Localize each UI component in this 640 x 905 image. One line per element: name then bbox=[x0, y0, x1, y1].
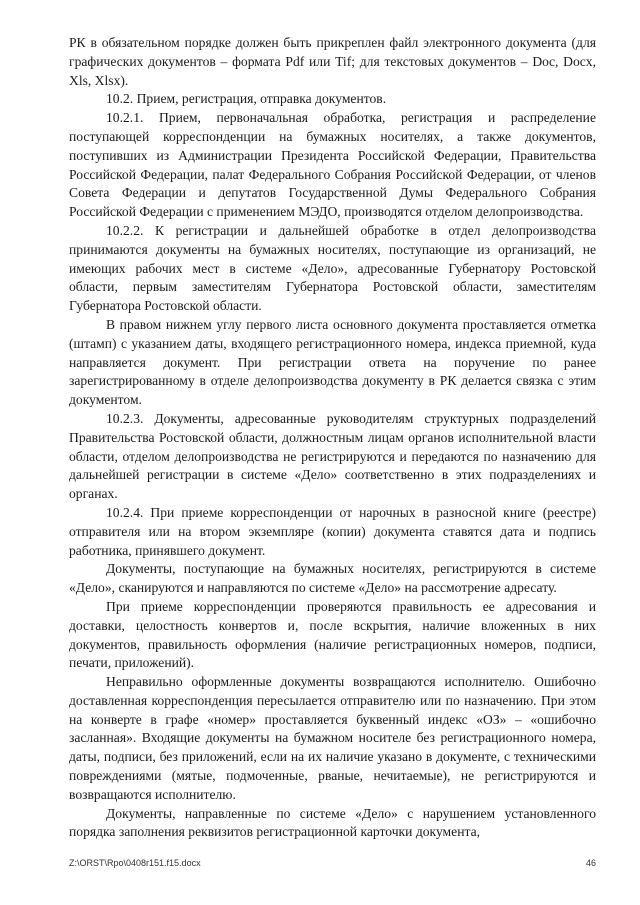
document-page bbox=[69, 34, 596, 842]
paragraph-10-2-1: 10.2.1. Прием, первоначальная обработка, регистрация и распределение поступающей корреспонденции на бумажных носителях, а также документов, поступивших из Администрации Президента Российской Федерации, Правительства Российской Федерации, палат Федерального Собрания Российской Федерации, от членов Совета Федерации и депутатов Государственной Думы Федерального Собрания Российской Федерации с применением МЭДО, производятся отделом делопроизводства. bbox=[69, 110, 596, 220]
paragraph-check-correspondence: При приеме корреспонденции проверяются правильность ее адресования и доставки, целостность конвертов и, после вскрытия, наличие вложенных в них документов, правильность оформления (наличие регистрационных номеров, подписи, печати, приложений). bbox=[69, 598, 596, 671]
paragraph-improper-documents: Неправильно оформленные документы возвращаются исполнителю. Ошибочно доставленная корреспонденция пересылается отправителю или по назначению. При этом на конверте в графе «номер» проставляется буквенный индекс «ОЗ» – «ошибочно засланная». Входящие документы на бумажном носителе без регистрационного номера, даты, подписи, без приложений, если на их наличие указано в документе, с техническими повреждениями (мятые, подмоченные, рваные, нечитаемые), не регистрируются и возвращаются исполнителю. bbox=[69, 674, 596, 802]
file-path: Z:\ORST\Rpo\0408r151.f15.docx bbox=[69, 858, 201, 868]
paragraph-continuation: РК в обязательном порядке должен быть прикреплен файл электронного документа (для графических документов – формата Pdf или Tif; для текстовых документов – Doc, Docx, Xls, Xlsx). bbox=[69, 35, 596, 88]
paragraph-10-2-2: 10.2.2. К регистрации и дальнейшей обработке в отдел делопроизводства принимаются документы на бумажных носителях, поступающие из организаций, не имеющих рабочих мест в системе «Дело», адресованные Губернатору Ростовской области, первым заместителям Губернатора Ростовской области, заместителям Губернатора Ростовской области. bbox=[69, 222, 596, 314]
paragraph-paper-registration: Документы, поступающие на бумажных носителях, регистрируются в системе «Дело», сканируются и направляются по системе «Дело» на рассмотрение адресату. bbox=[69, 561, 596, 596]
paragraph-delo-violations: Документы, направленные по системе «Дело» с нарушением установленного порядка заполнения реквизитов регистрационной карточки документа, bbox=[69, 805, 596, 840]
paragraph-10-2-4: 10.2.4. При приеме корреспонденции от нарочных в разносной книге (реестре) отправителя или на втором экземпляре (копии) документа ставятся дата и подпись работника, принявшего документ. bbox=[69, 504, 596, 558]
paragraph-stamp: В правом нижнем углу первого листа основного документа проставляется отметка (штамп) с указанием даты, входящего регистрационного номера, индекса приемной, куда направляется документ. При регистрации ответа на поручение по ранее зарегистрированному в отделе делопроизводства документу в РК делается связка с этим документом. bbox=[69, 316, 596, 408]
paragraph-10-2-3: 10.2.3. Документы, адресованные руководителям структурных подразделений Правительства Ростовской области, должностным лицам органов исполнительной власти области, отделом делопроизводства не регистрируются и передаются по назначению для дальнейшей регистрации в системе «Дело» соответственно в этих подразделениях и органах. bbox=[69, 410, 596, 502]
section-heading-10-2: 10.2. Прием, регистрация, отправка документов. bbox=[106, 91, 387, 107]
page-number: 46 bbox=[585, 858, 596, 868]
